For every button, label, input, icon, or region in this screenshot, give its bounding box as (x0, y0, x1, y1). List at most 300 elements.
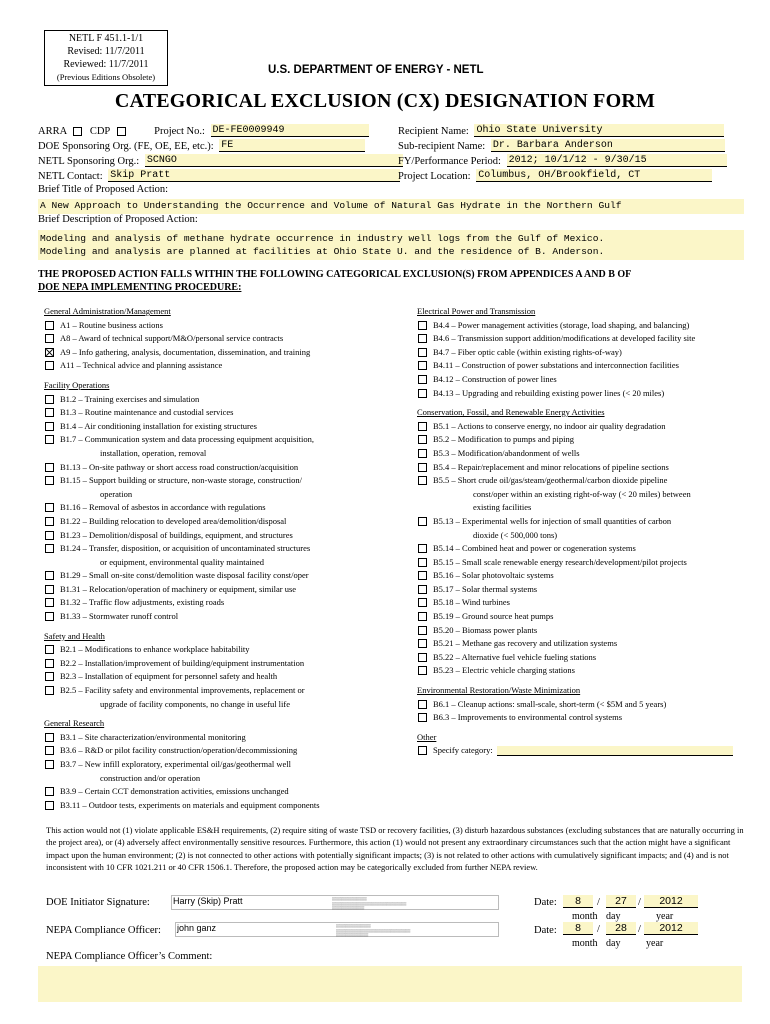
agency-name: U.S. DEPARTMENT OF ENERGY - NETL (268, 64, 484, 76)
cx-item-b5-23[interactable] (417, 664, 747, 678)
cx-item-b5-5[interactable] (417, 474, 747, 515)
cdp-checkbox[interactable] (117, 127, 126, 136)
cx-item-label: B2.5 – Facility safety and environmental improvements, replacement or (60, 685, 305, 696)
cx-item-b2-1[interactable] (44, 643, 384, 657)
cx-item-label: B1.33 – Stormwater runoff control (60, 611, 179, 622)
cx-item-label: Specify category: (433, 745, 493, 756)
cx-item-label: B1.15 – Support building or structure, non-waste storage, construction/ (60, 475, 302, 486)
cx-checkbox-b1-29[interactable] (45, 571, 54, 580)
cx-item-label: B4.12 – Construction of power lines (433, 373, 557, 384)
cx-item-b1-4[interactable] (44, 420, 384, 434)
initiator-digital-signature-details: ▒▒▒▒▒▒▒▒▒▒▒▒▒▒ ▒▒▒▒▒▒▒▒▒▒▒▒▒▒▒▒▒▒▒▒▒▒▒▒▒▒▒▒▒▒ ▒▒▒▒▒▒▒▒▒▒▒▒▒ (332, 897, 407, 910)
cx-item-label: B3.7 – New infill exploratory, experimental oil/gas/geothermal well (60, 759, 292, 769)
cx-item-text (433, 698, 747, 712)
cx-checkbox-a9[interactable] (45, 348, 54, 357)
reviewed-date: Reviewed: 11/7/2011 (63, 59, 149, 70)
cx-item-b5-22[interactable] (417, 651, 747, 665)
cx-checkbox-b1-2[interactable] (45, 395, 54, 404)
cx-item-label: A11 – Technical advice and planning assistance (60, 360, 223, 371)
cx-item-text (433, 461, 747, 475)
cx-checkbox-b4-12[interactable] (418, 375, 427, 384)
cx-item-text (60, 583, 384, 597)
cx-item-text (433, 387, 747, 401)
cx-item-text (60, 785, 384, 799)
cx-item-text (433, 515, 747, 542)
cx-item-label: B6.1 – Cleanup actions: small-scale, short-term (< $5M and 5 years) (433, 698, 667, 709)
cx-item-text (433, 624, 747, 638)
cx-item-label: B5.22 – Alternative fuel vehicle fueling stations (433, 651, 597, 662)
cx-item-b5-15[interactable] (417, 556, 747, 570)
form-id-box (44, 30, 168, 86)
cx-checkbox-b4-11[interactable] (418, 361, 427, 370)
cx-checkbox-b5-2[interactable] (418, 435, 427, 444)
cx-item-b3-9[interactable] (44, 785, 384, 799)
cx-item-continuation: const/oper within an existing right-of-way (< 20 miles) between (473, 488, 691, 499)
cx-item-label: B4.11 – Construction of power substations and interconnection facilities (433, 360, 679, 371)
cx-item-text (433, 610, 747, 624)
cx-checkbox-b1-24[interactable] (45, 544, 54, 553)
cx-item-text (60, 501, 384, 515)
cx-item-label: A9 – Info gathering, analysis, documentation, dissemination, and training (60, 346, 311, 357)
section-title-conservation-fossil-and-renewable-energy-activities: Conservation, Fossil, and Renewable Energy Activities (417, 407, 605, 418)
cx-item-label: B4.7 – Fiber optic cable (within existing rights-of-way) (433, 346, 622, 357)
initiator-date-day[interactable]: 27 (606, 895, 636, 908)
cx-checkbox-a8[interactable] (45, 334, 54, 343)
cx-item-text (60, 393, 384, 407)
cx-item-label: A8 – Award of technical support/M&O/personal service contracts (60, 333, 284, 344)
officer-day-caption: day (606, 938, 621, 949)
brief-desc-line-1: Modeling and analysis of methane hydrate occurrence in industry well logs from the Gulf of Mexico. (40, 233, 605, 244)
netl-org-field[interactable]: SCNGO (145, 154, 403, 167)
cx-item-b3-11[interactable] (44, 799, 384, 813)
cx-checkbox-b1-3[interactable] (45, 408, 54, 417)
cx-item-b4-11[interactable] (417, 359, 747, 373)
cx-item-continuation: construction and/or operation (100, 772, 201, 783)
cx-item-text (433, 332, 747, 346)
cx-item-b1-2[interactable] (44, 393, 384, 407)
location-row (398, 169, 712, 182)
section-title-general-research: General Research (44, 718, 105, 729)
cx-item-text (433, 556, 747, 570)
initiator-day-caption: day (606, 911, 621, 922)
cx-item-text (60, 461, 384, 475)
officer-date-day[interactable]: 28 (606, 922, 636, 935)
cx-item-b5-21[interactable] (417, 637, 747, 651)
cx-item-label: B1.23 – Demolition/disposal of buildings, equipment, and structures (60, 529, 293, 540)
officer-date-label: Date: (534, 925, 557, 936)
cx-item-b1-22[interactable] (44, 515, 384, 529)
initiator-date-year[interactable]: 2012 (644, 895, 698, 908)
arra-label: ARRA (38, 126, 67, 137)
cx-item-text (60, 744, 384, 758)
cx-item-b4-6[interactable] (417, 332, 747, 346)
cx-item-label: B3.11 – Outdoor tests, experiments on materials and equipment components (60, 799, 320, 810)
cx-item-label: B5.23 – Electric vehicle charging stations (433, 665, 575, 676)
cx-checkbox-b4-6[interactable] (418, 334, 427, 343)
cx-item-label: B3.6 – R&D or pilot facility construction/operation/decommissioning (60, 745, 298, 756)
cx-item-label: A1 – Routine business actions (60, 319, 163, 330)
subrecipient-label: Sub-recipient Name: (398, 141, 486, 152)
section-title-electrical-power-and-transmission: Electrical Power and Transmission (417, 306, 536, 316)
cx-item-label: B5.16 – Solar photovoltaic systems (433, 570, 554, 581)
cx-checkbox-b5-18[interactable] (418, 598, 427, 607)
cx-item-text (433, 447, 747, 461)
netl-org-label: NETL Sponsoring Org.: (38, 156, 140, 167)
cx-item-b4-12[interactable] (417, 373, 747, 387)
cx-item-text (60, 610, 384, 624)
cx-item-b4-13[interactable] (417, 387, 747, 401)
specify-category-field[interactable] (497, 746, 733, 756)
cx-item-b4-7[interactable] (417, 346, 747, 360)
cx-item-text (433, 542, 747, 556)
cx-item-text (433, 569, 747, 583)
cx-checkbox-b1-4[interactable] (45, 422, 54, 431)
cx-checkbox-b1-32[interactable] (45, 598, 54, 607)
cx-item-b1-3[interactable] (44, 406, 384, 420)
cx-item-text (60, 569, 384, 583)
cx-item-text (433, 651, 747, 665)
cx-item-label: B4.13 – Upgrading and rebuilding existing power lines (< 20 miles) (433, 387, 665, 398)
cx-item-label: B1.31 – Relocation/operation of machinery or equipment, similar use (60, 583, 297, 594)
cx-item-text (433, 373, 747, 387)
cx-item-a11[interactable] (44, 359, 384, 373)
cx-checkbox-a11[interactable] (45, 361, 54, 370)
cx-checkbox-b5-15[interactable] (418, 558, 427, 567)
doe-org-label: DOE Sponsoring Org. (FE, OE, EE, etc.): (38, 141, 214, 152)
cx-item-b1-23[interactable] (44, 529, 384, 543)
cx-item-text (60, 643, 384, 657)
cx-item-b5-13[interactable] (417, 515, 747, 542)
cx-item-label: B5.17 – Solar thermal systems (433, 583, 538, 594)
netl-contact-row (38, 169, 400, 182)
cx-checkbox-b5-13[interactable] (418, 517, 427, 526)
subrecipient-row (398, 139, 725, 152)
cx-item-text (60, 319, 384, 333)
cx-item-b5-16[interactable] (417, 569, 747, 583)
cx-item-text (60, 474, 384, 501)
cx-checkbox-a1[interactable] (45, 321, 54, 330)
cx-item-continuation: existing facilities (473, 502, 532, 513)
fy-label: FY/Performance Period: (398, 156, 501, 167)
section-title-environmental-restoration-waste-minimization: Environmental Restoration/Waste Minimization (417, 685, 581, 696)
cx-heading-line-2: DOE NEPA IMPLEMENTING PROCEDURE: (38, 282, 242, 293)
officer-date-month[interactable]: 8 (563, 922, 593, 935)
cx-item-b5-17[interactable] (417, 583, 747, 597)
doe-org-field[interactable]: FE (219, 139, 365, 152)
cx-item-text (433, 359, 747, 373)
cx-checkbox-b5-4[interactable] (418, 463, 427, 472)
cx-item-label: B5.5 – Short crude oil/gas/steam/geothermal/carbon dioxide pipeline (433, 475, 668, 486)
cx-item-b6-3[interactable] (417, 711, 747, 725)
cx-item-label: B1.32 – Traffic flow adjustments, existing roads (60, 597, 225, 608)
cx-item-b5-4[interactable] (417, 461, 747, 475)
cx-checkbox-b6-1[interactable] (418, 700, 427, 709)
cx-item-label: B4.4 – Power management activities (storage, load shaping, and balancing) (433, 319, 690, 330)
revised-date: Revised: 11/7/2011 (67, 46, 145, 57)
cx-item-label: B5.13 – Experimental wells for injection of small quantities of carbon (433, 515, 672, 526)
initiator-signature-name: Harry (Skip) Pratt (173, 896, 243, 906)
cx-item-label: B4.6 – Transmission support addition/modifications at developed facility site (433, 333, 696, 344)
cx-item-b3-7[interactable] (44, 758, 384, 785)
cx-checkbox-b2-2[interactable] (45, 659, 54, 668)
officer-signature-label: NEPA Compliance Officer: (46, 925, 161, 936)
cx-checkbox-b1-23[interactable] (45, 531, 54, 540)
cx-item-label: B5.14 – Combined heat and power or cogeneration systems (433, 543, 636, 554)
cx-item-text (433, 420, 747, 434)
cx-checkbox-b5-20[interactable] (418, 626, 427, 635)
cx-item-text (60, 684, 384, 711)
cx-item-a9[interactable] (44, 346, 384, 360)
cx-item-b5-14[interactable] (417, 542, 747, 556)
cx-item-text (60, 657, 384, 671)
brief-desc-line-2: Modeling and analysis are planned at facilities at Ohio State U. and the residence of B. Anderson. (40, 246, 605, 257)
cx-item-a8[interactable] (44, 332, 384, 346)
cx-checkbox-b5-5[interactable] (418, 476, 427, 485)
cx-item-text (60, 332, 384, 346)
cx-checkbox-b5-19[interactable] (418, 612, 427, 621)
cx-item-text (60, 670, 384, 684)
comment-label: NEPA Compliance Officer’s Comment: (46, 951, 213, 962)
cx-item-label: B5.18 – Wind turbines (433, 597, 510, 608)
section-title-general-administration-management: General Administration/Management (44, 306, 171, 316)
cx-item-label: B1.29 – Small on-site const/demolition waste disposal facility const/oper (60, 570, 309, 581)
netl-contact-label: NETL Contact: (38, 171, 103, 182)
cx-item-text (433, 596, 747, 610)
cx-item-b1-32[interactable] (44, 596, 384, 610)
cx-item-text (60, 346, 384, 360)
right-cx-column (417, 305, 747, 758)
cx-item-b3-6[interactable] (44, 744, 384, 758)
initiator-date-label: Date: (534, 897, 557, 908)
cx-checkbox-b1-7[interactable] (45, 435, 54, 444)
cx-item-label: B5.19 – Ground source heat pumps (433, 611, 554, 622)
fy-field[interactable]: 2012; 10/1/12 - 9/30/15 (507, 154, 727, 167)
cx-item-text (60, 542, 384, 569)
cx-item-text (60, 529, 384, 543)
cx-heading (38, 268, 738, 294)
netl-contact-field[interactable]: Skip Pratt (108, 169, 400, 182)
cx-item-continuation: installation, operation, removal (100, 447, 207, 458)
cx-checkbox-b4-7[interactable] (418, 348, 427, 357)
officer-date-slash-2: / (638, 924, 641, 935)
recipient-field[interactable]: Ohio State University (474, 124, 724, 137)
cx-checkbox-b5-14[interactable] (418, 544, 427, 553)
location-field[interactable]: Columbus, OH/Brookfield, CT (476, 169, 712, 182)
cx-checkbox-b6-3[interactable] (418, 713, 427, 722)
cx-item-label: B1.7 – Communication system and data processing equipment acquisition, (60, 434, 315, 445)
cx-item-b2-5[interactable] (44, 684, 384, 711)
officer-signature-field[interactable] (175, 922, 499, 937)
cx-item-continuation: dioxide (< 500,000 tons) (473, 529, 558, 540)
cx-checkbox-b5-16[interactable] (418, 571, 427, 580)
cx-item-b2-3[interactable] (44, 670, 384, 684)
initiator-month-caption: month (572, 911, 598, 922)
officer-year-caption: year (646, 938, 664, 949)
officer-date-year[interactable]: 2012 (644, 922, 698, 935)
cx-checkbox-b3-7[interactable] (45, 760, 54, 769)
initiator-year-caption: year (656, 911, 674, 922)
cx-item-text (60, 731, 384, 745)
cx-item-continuation: upgrade of facility components, no change in useful life (100, 698, 291, 709)
brief-title-field[interactable]: A New Approach to Understanding the Occurrence and Volume of Natural Gas Hydrate in the Northern Gulf (38, 199, 744, 214)
officer-month-caption: month (572, 938, 598, 949)
left-cx-column (44, 305, 384, 812)
cx-item-label: B5.20 – Biomass power plants (433, 624, 538, 635)
cx-checkbox-b2-3[interactable] (45, 672, 54, 681)
cx-item-label: B3.1 – Site characterization/environmental monitoring (60, 731, 246, 742)
cx-item-b1-33[interactable] (44, 610, 384, 624)
recipient-label: Recipient Name: (398, 126, 469, 137)
cx-item-label: B1.22 – Building relocation to developed area/demolition/disposal (60, 515, 287, 526)
previous-editions-note: (Previous Editions Obsolete) (56, 72, 156, 82)
cx-checkbox-b5-1[interactable] (418, 422, 427, 431)
project-no-field[interactable]: DE-FE0009949 (211, 124, 369, 137)
cx-item-label: B1.3 – Routine maintenance and custodial services (60, 407, 234, 418)
cx-item-text (60, 596, 384, 610)
cx-item-b1-29[interactable] (44, 569, 384, 583)
subrecipient-field[interactable]: Dr. Barbara Anderson (491, 139, 725, 152)
cx-item-label: B1.4 – Air conditioning installation for existing structures (60, 420, 257, 431)
cx-item-b3-1[interactable] (44, 731, 384, 745)
nepa-statement: This action would not (1) violate applicable ES&H requirements, (2) require siting of waste TSD or recovery facilities, (3) disturb hazardous substances (excluding substances that are naturally occurring in the project area), or (4) adversely affect environmentally sensitive resources. Furthermore, this action (1) would not present any extraordinary circumstances such that the action might have a significant impact upon the human environment; (2) is not connected to other actions with potentially significant impacts; (3) is not related to other actions with cumulatively significant impacts; and (4) and is not inconsistent with 10 CFR 1021.211 or 40 CFR 1506.1. Therefore, the proposed action may be categorically excluded from further NEPA review. (46, 825, 744, 872)
cx-checkbox-b5-22[interactable] (418, 653, 427, 662)
cx-item-label: B2.1 – Modifications to enhance workplace habitability (60, 644, 250, 655)
cx-checkbox-b1-16[interactable] (45, 503, 54, 512)
cx-item-label: B5.3 – Modification/abandonment of wells (433, 447, 580, 458)
cx-checkbox-b5-23[interactable] (418, 666, 427, 675)
cx-checkbox-b2-1[interactable] (45, 645, 54, 654)
comment-field[interactable] (38, 966, 742, 1002)
cx-item-label: B1.24 – Transfer, disposition, or acquisition of uncontaminated structures (60, 543, 311, 554)
cx-item-label: B5.21 – Methane gas recovery and utilization systems (433, 638, 618, 649)
cx-item-text (60, 515, 384, 529)
section-title-facility-operations: Facility Operations (44, 379, 110, 390)
cx-item-b5-3[interactable] (417, 447, 747, 461)
cx-heading-line-1: THE PROPOSED ACTION FALLS WITHIN THE FOLLOWING CATEGORICAL EXCLUSION(S) FROM APPENDICES A AND B OF (38, 269, 632, 280)
page-title: CATEGORICAL EXCLUSION (CX) DESIGNATION FORM (114, 90, 656, 112)
cdp-label: CDP (89, 126, 110, 137)
cx-checkbox-b3-11[interactable] (45, 801, 54, 810)
cx-checkbox-b1-13[interactable] (45, 463, 54, 472)
doe-org-row (38, 139, 365, 152)
cx-item-text (433, 474, 747, 515)
cx-item-text (433, 711, 747, 725)
cx-item-b5-1[interactable] (417, 420, 747, 434)
cx-item-text (60, 406, 384, 420)
cx-checkbox-b3-1[interactable] (45, 733, 54, 742)
cx-checkbox-b5-21[interactable] (418, 639, 427, 648)
cx-item-continuation: operation (100, 488, 133, 499)
cx-item-label: B2.3 – Installation of equipment for personnel safety and health (60, 671, 278, 682)
initiator-signature-label: DOE Initiator Signature: (46, 897, 150, 908)
fy-row (398, 154, 727, 167)
project-no-label: Project No.: (154, 126, 205, 137)
cx-item-b5-18[interactable] (417, 596, 747, 610)
cx-item-text (433, 433, 747, 447)
cx-checkbox-b5-17[interactable] (418, 585, 427, 594)
cx-item-b1-7[interactable] (44, 433, 384, 460)
cx-item-text (60, 420, 384, 434)
cx-item-b1-24[interactable] (44, 542, 384, 569)
cx-item-b1-16[interactable] (44, 501, 384, 515)
location-label: Project Location: (398, 171, 471, 182)
initiator-signature-field[interactable] (171, 895, 499, 910)
cx-item-continuation: or equipment, environmental quality maintained (100, 556, 265, 567)
netl-org-row (38, 154, 403, 167)
cx-item-text (60, 758, 384, 785)
initiator-date-month[interactable]: 8 (563, 895, 593, 908)
cx-checkbox-b1-15[interactable] (45, 476, 54, 485)
cx-checkbox-b3-9[interactable] (45, 787, 54, 796)
cx-item-text (433, 319, 747, 333)
cx-item-text (60, 799, 384, 813)
cx-item-b6-1[interactable] (417, 698, 747, 712)
cx-item-label: B1.2 – Training exercises and simulation (60, 393, 200, 404)
cx-item-label: B5.4 – Repair/replacement and minor relocations of pipeline sections (433, 461, 669, 472)
cx-item-text (433, 583, 747, 597)
cx-checkbox-b4-4[interactable] (418, 321, 427, 330)
recipient-row (398, 124, 724, 137)
cx-item-a1[interactable] (44, 319, 384, 333)
brief-desc-field[interactable] (38, 230, 744, 260)
arra-cdp-row (38, 124, 369, 137)
cx-item-label: B5.2 – Modification to pumps and piping (433, 434, 574, 445)
cx-item-b5-20[interactable] (417, 624, 747, 638)
cx-item-specify[interactable] (417, 744, 747, 758)
arra-checkbox[interactable] (73, 127, 82, 136)
cx-item-text (433, 744, 747, 758)
cx-checkbox-b2-5[interactable] (45, 686, 54, 695)
form-number: NETL F 451.1-1/1 (68, 33, 144, 44)
cx-item-b1-31[interactable] (44, 583, 384, 597)
initiator-date-slash-2: / (638, 897, 641, 908)
cx-item-label: B1.13 – On-site pathway or short access road construction/acquisition (60, 461, 299, 472)
cx-item-text (433, 637, 747, 651)
cx-item-b5-19[interactable] (417, 610, 747, 624)
cx-checkbox-b1-31[interactable] (45, 585, 54, 594)
cx-item-text (433, 664, 747, 678)
cx-item-text (60, 359, 384, 373)
cx-item-text (433, 346, 747, 360)
cx-checkbox-b3-6[interactable] (45, 746, 54, 755)
cx-item-b2-2[interactable] (44, 657, 384, 671)
cx-item-label: B5.1 – Actions to conserve energy, no indoor air quality degradation (433, 420, 666, 431)
officer-date-slash-1: / (597, 924, 600, 935)
section-title-safety-and-health: Safety and Health (44, 630, 105, 641)
initiator-date-slash-1: / (597, 897, 600, 908)
brief-desc-label: Brief Description of Proposed Action: (38, 214, 198, 225)
cx-item-label: B3.9 – Certain CCT demonstration activities, emissions unchanged (60, 786, 289, 797)
cx-item-b5-2[interactable] (417, 433, 747, 447)
cx-item-b1-13[interactable] (44, 461, 384, 475)
cx-item-label: B2.2 – Installation/improvement of building/equipment instrumentation (60, 657, 305, 668)
cx-checkbox-b1-22[interactable] (45, 517, 54, 526)
cx-item-b4-4[interactable] (417, 319, 747, 333)
officer-signature-name: john ganz (177, 923, 217, 933)
cx-checkbox-b1-33[interactable] (45, 612, 54, 621)
cx-checkbox-specify[interactable] (418, 746, 427, 755)
officer-digital-signature-details: ▒▒▒▒▒▒▒▒▒▒▒▒▒▒ ▒▒▒▒▒▒▒▒▒▒▒▒▒▒▒▒▒▒▒▒▒▒▒▒▒▒▒▒▒▒ ▒▒▒▒▒▒▒▒▒▒▒▒▒ (336, 924, 411, 937)
cx-item-b1-15[interactable] (44, 474, 384, 501)
cx-checkbox-b4-13[interactable] (418, 389, 427, 398)
cx-item-label: B6.3 – Improvements to environmental control systems (433, 712, 623, 723)
cx-item-label: B1.16 – Removal of asbestos in accordance with regulations (60, 502, 266, 513)
section-title-other: Other (417, 731, 437, 742)
cx-checkbox-b5-3[interactable] (418, 449, 427, 458)
cx-item-text (60, 433, 384, 460)
brief-title-label: Brief Title of Proposed Action: (38, 184, 169, 195)
cx-item-label: B5.15 – Small scale renewable energy research/development/pilot projects (433, 556, 687, 567)
